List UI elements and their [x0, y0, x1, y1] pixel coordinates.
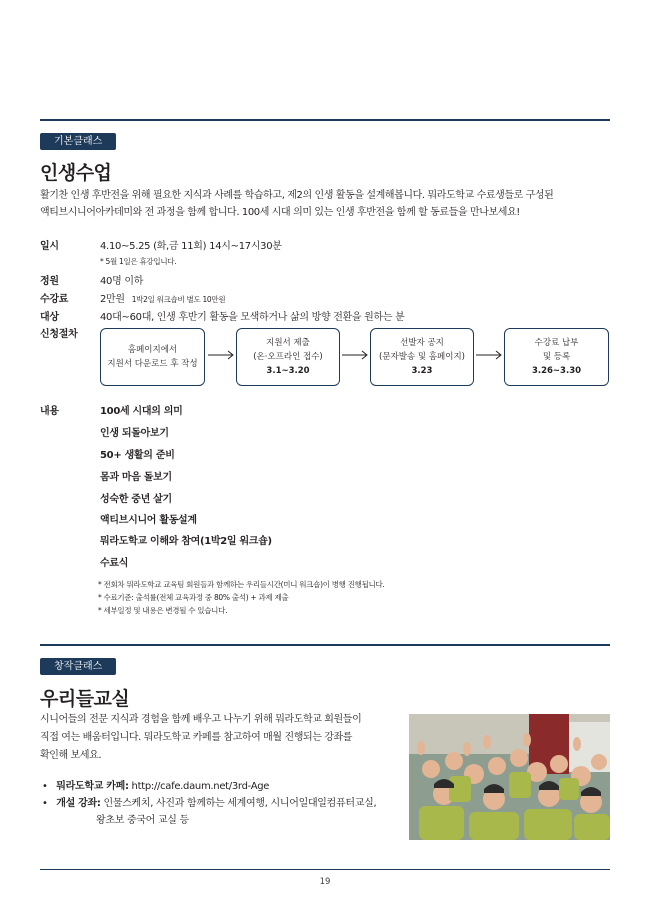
schedule-label: 일시 [40, 241, 59, 252]
cafe-url-link[interactable]: http://cafe.daum.net/3rd-Age [131, 781, 270, 792]
intro-line: 시니어들의 전문 지식과 경험을 함께 배우고 나누기 위해 뭐라도학교 회원들이 [40, 714, 362, 725]
content-label: 내용 [40, 406, 59, 417]
step-line: 및 등록 [542, 352, 571, 362]
process-step-4 [504, 328, 609, 386]
section-title-life-class: 인생수업 [40, 162, 112, 184]
top-rule [40, 119, 610, 121]
course-label: 개설 강좌: [56, 798, 101, 809]
intro-line: 확인해 보세요. [40, 750, 102, 761]
step-date: 3.26~3.30 [531, 366, 582, 376]
cafe-label: 뭐라도학교 카페: [56, 781, 129, 792]
fee-label: 수강료 [40, 294, 69, 305]
section-title-our-class: 우리들교실 [40, 688, 130, 710]
capacity-value: 40명 이하 [100, 276, 144, 287]
schedule-note: * 5월 1일은 휴강입니다. [100, 257, 177, 266]
intro-line: 활기찬 인생 후반전을 위해 필요한 지식과 사례를 학습하고, 제2의 인생 활동을 설계해봅니다. 뭐라도학교 수료생들로 구성된 [40, 190, 554, 201]
content-item: 성숙한 중년 살기 [100, 494, 172, 505]
section-intro [40, 187, 553, 221]
section-intro [40, 711, 361, 765]
arrow-right-icon [207, 350, 235, 360]
arrow-right-icon [475, 350, 503, 360]
step-line: 선발자 공지 [400, 338, 444, 348]
process-label: 신청절차 [40, 329, 78, 340]
process-step-2 [236, 328, 340, 386]
footnote: * 전회차 뭐라도학교 교육팀 회원들과 함께하는 우리들시간(미니 워크숍)이 병행 진행됩니다. [98, 580, 385, 589]
course-line [42, 794, 376, 809]
content-item: 뭐라도학교 이해와 참여(1박2일 워크숍) [100, 536, 272, 547]
process-step-1 [100, 328, 205, 386]
fee-value: 2만원 [100, 294, 125, 305]
bullet-icon: • [42, 781, 54, 792]
course-list: 인물스케치, 사진과 함께하는 세계여행, 시니어일대일컴퓨터교실, [103, 798, 377, 809]
process-step-3 [370, 328, 474, 386]
group-photo-image [409, 714, 610, 840]
step-line: 수강료 납부 [534, 338, 579, 348]
section-tag-basic: 기본클래스 [40, 133, 116, 150]
footnote: * 수료기준: 출석률(전체 교육과정 중 80% 출석) + 과제 제출 [98, 593, 289, 602]
arrow-right-icon [341, 350, 369, 360]
content-item: 50+ 생활의 준비 [100, 450, 175, 461]
fee-row [100, 290, 225, 305]
bullet-icon: • [42, 798, 54, 809]
cafe-line [42, 777, 269, 792]
fee-note: 1박2일 워크숍비 별도 10만원 [131, 295, 226, 304]
target-value: 40대~60대, 인생 후반기 활동을 모색하거나 삶의 방향 전환을 원하는 분 [100, 312, 405, 323]
bottom-rule [40, 869, 610, 870]
intro-line: 액티브시니어아카데미와 전 과정을 함께 합니다. 100세 시대 의미 있는 인생 후반전을 함께 할 동료들을 만나보세요! [40, 207, 520, 218]
section-rule [40, 644, 610, 646]
step-line: 지원서 다운로드 후 작성 [107, 359, 198, 369]
group-photo-icon [409, 714, 610, 840]
intro-line: 직접 여는 배움터입니다. 뭐라도학교 카페를 참고하여 매월 진행되는 강좌를 [40, 732, 353, 743]
step-date: 3.1~3.20 [266, 366, 310, 376]
section-tag-creative: 창작클래스 [40, 658, 116, 675]
content-item: 인생 되돌아보기 [100, 428, 169, 439]
capacity-label: 정원 [40, 276, 59, 287]
content-item: 100세 시대의 의미 [100, 406, 183, 417]
step-line: (문자발송 및 홈페이지) [379, 352, 465, 362]
course-line-2: 왕초보 중국어 교실 등 [96, 815, 189, 826]
page-number: 19 [319, 877, 331, 887]
content-item: 몸과 마음 돌보기 [100, 472, 172, 483]
schedule-value: 4.10~5.25 (화,금 11회) 14시~17시30분 [100, 241, 282, 252]
step-line: (온·오프라인 접수) [253, 352, 323, 362]
step-line: 홈페이지에서 [127, 345, 178, 355]
step-line: 지원서 제출 [266, 338, 310, 348]
step-date: 3.23 [411, 366, 433, 376]
target-label: 대상 [40, 312, 59, 323]
content-item: 수료식 [100, 558, 129, 569]
content-item: 액티브시니어 활동설계 [100, 515, 197, 526]
footnote: * 세부일정 및 내용은 변경될 수 있습니다. [98, 606, 228, 615]
